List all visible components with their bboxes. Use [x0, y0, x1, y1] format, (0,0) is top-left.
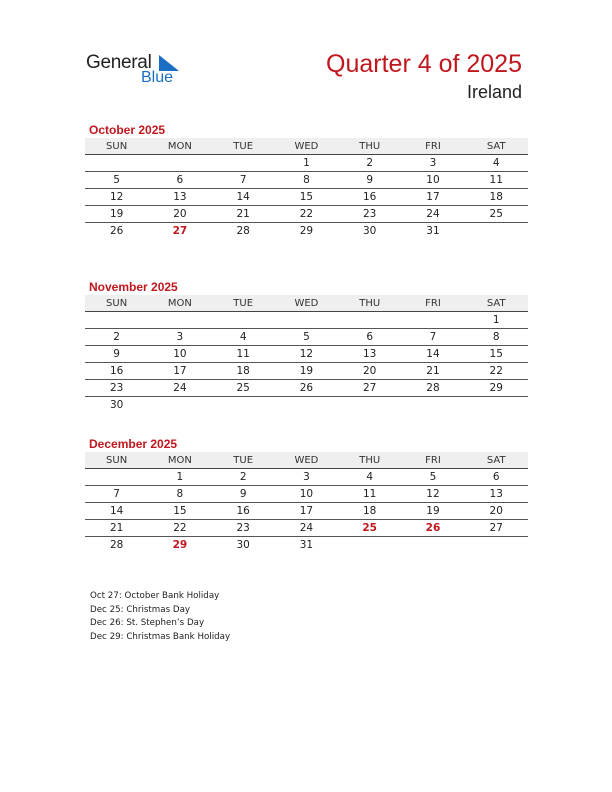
- day-cell: 21: [426, 365, 440, 377]
- day-cell: 31: [299, 539, 314, 551]
- weekday-label: WED: [294, 141, 319, 152]
- day-cell: 23: [236, 522, 250, 534]
- day-cell: 7: [113, 488, 120, 500]
- day-cell: 25: [489, 208, 503, 220]
- day-cell: 23: [109, 382, 124, 394]
- day-cell: 27: [489, 522, 503, 534]
- week-row: [85, 503, 528, 520]
- week-row: [85, 172, 528, 189]
- logo-general-text: General: [86, 52, 152, 73]
- month-title: November 2025: [89, 280, 178, 294]
- holiday-note: Dec 26: St. Stephen’s Day: [90, 618, 205, 628]
- day-cell: 6: [366, 331, 374, 343]
- day-cell: 11: [236, 348, 250, 360]
- holiday-day-cell: 25: [362, 522, 377, 534]
- week-row: [85, 346, 528, 363]
- day-cell: [212, 155, 275, 171]
- weekday-label: FRI: [425, 141, 441, 152]
- day-cell: 19: [426, 505, 440, 517]
- weekday-label: TUE: [233, 298, 254, 309]
- day-cell: [401, 397, 464, 414]
- weekday-label: SAT: [486, 298, 506, 309]
- day-cell: 14: [426, 348, 440, 360]
- day-cell: 3: [303, 471, 310, 483]
- week-row: [85, 223, 528, 240]
- weekday-label: THU: [359, 141, 381, 152]
- day-cell: [85, 155, 148, 171]
- day-cell: 19: [299, 365, 314, 377]
- holiday-note: Dec 25: Christmas Day: [90, 604, 191, 615]
- day-cell: [465, 397, 528, 414]
- day-cell: 29: [299, 225, 314, 237]
- day-cell: [212, 397, 275, 414]
- day-cell: 1: [176, 471, 184, 483]
- month-title: October 2025: [89, 123, 166, 137]
- day-cell: 24: [173, 382, 187, 394]
- day-cell: 19: [109, 208, 124, 220]
- holiday-day-cell: 26: [425, 522, 441, 534]
- day-cell: [338, 537, 401, 554]
- day-cell: 4: [366, 471, 374, 483]
- day-cell: 30: [109, 399, 124, 411]
- weekday-label: FRI: [425, 455, 441, 466]
- weekday-header-row: [85, 452, 528, 469]
- day-cell: 22: [173, 522, 187, 534]
- logo-blue-text: Blue: [141, 69, 174, 86]
- day-cell: 7: [429, 331, 437, 343]
- day-cell: 13: [173, 191, 187, 203]
- day-cell: 18: [489, 191, 503, 203]
- day-cell: 9: [366, 174, 374, 186]
- holiday-day-cell: 29: [172, 539, 188, 551]
- day-cell: 18: [363, 505, 377, 517]
- day-cell: 26: [109, 225, 124, 237]
- day-cell: 3: [176, 331, 184, 343]
- day-cell: 16: [363, 191, 377, 203]
- holiday-note: Oct 27: October Bank Holiday: [90, 591, 220, 601]
- day-cell: 20: [489, 505, 503, 517]
- day-cell: 22: [299, 208, 314, 220]
- weekday-label: SUN: [106, 298, 128, 309]
- day-cell: 14: [236, 191, 250, 203]
- day-cell: [148, 155, 211, 171]
- week-row: [85, 397, 528, 414]
- day-cell: 13: [489, 488, 503, 500]
- weekday-label: SAT: [486, 141, 506, 152]
- weekday-label: TUE: [233, 141, 254, 152]
- weekday-header-row: [85, 138, 528, 155]
- holiday-note: Dec 29: Christmas Bank Holiday: [90, 631, 231, 642]
- day-cell: [85, 469, 148, 485]
- week-row: [85, 520, 528, 537]
- day-cell: [275, 397, 338, 414]
- calendar-grid: [85, 295, 528, 414]
- day-cell: 12: [109, 191, 124, 203]
- holiday-notes: [90, 590, 230, 644]
- day-cell: 11: [363, 488, 377, 500]
- day-cell: 9: [113, 348, 120, 360]
- day-cell: 20: [363, 365, 377, 377]
- day-cell: 28: [236, 225, 250, 237]
- day-cell: [401, 312, 464, 328]
- day-cell: 9: [239, 488, 247, 500]
- weekday-label: SUN: [106, 141, 128, 152]
- week-row: [85, 189, 528, 206]
- country-label: Ireland: [466, 82, 522, 102]
- day-cell: 26: [299, 382, 314, 394]
- day-cell: 25: [236, 382, 250, 394]
- day-cell: 16: [236, 505, 250, 517]
- day-cell: 2: [113, 331, 120, 343]
- day-cell: [401, 537, 464, 554]
- day-cell: [148, 312, 211, 328]
- week-row: [85, 329, 528, 346]
- day-cell: 17: [299, 505, 314, 517]
- weekday-label: FRI: [425, 298, 441, 309]
- day-cell: 17: [426, 191, 440, 203]
- day-cell: 5: [113, 174, 120, 186]
- day-cell: 10: [426, 174, 440, 186]
- weekday-header-row: [85, 295, 528, 312]
- weekday-label: TUE: [233, 455, 254, 466]
- day-cell: 15: [173, 505, 187, 517]
- month-title: December 2025: [89, 437, 178, 451]
- day-cell: 1: [492, 314, 500, 326]
- day-cell: [148, 397, 211, 414]
- day-cell: 3: [429, 157, 437, 169]
- weekday-label: SUN: [106, 455, 128, 466]
- day-cell: 10: [299, 488, 314, 500]
- day-cell: 8: [303, 174, 310, 186]
- day-cell: 23: [363, 208, 377, 220]
- weekday-label: WED: [294, 455, 319, 466]
- day-cell: 6: [492, 471, 500, 483]
- day-cell: 14: [109, 505, 124, 517]
- weekday-label: WED: [294, 298, 319, 309]
- week-row: [85, 363, 528, 380]
- day-cell: 24: [299, 522, 314, 534]
- day-cell: 18: [236, 365, 250, 377]
- day-cell: 13: [363, 348, 377, 360]
- day-cell: [338, 312, 401, 328]
- holiday-day-cell: 27: [172, 225, 188, 237]
- weekday-label: MON: [167, 455, 192, 466]
- day-cell: 22: [489, 365, 503, 377]
- day-cell: 15: [299, 191, 314, 203]
- day-cell: 8: [176, 488, 184, 500]
- month-october: [85, 123, 528, 240]
- week-row: [85, 486, 528, 503]
- day-cell: 12: [426, 488, 440, 500]
- day-cell: 2: [366, 157, 374, 169]
- week-row: [85, 380, 528, 397]
- calendar-grid: [85, 138, 528, 240]
- day-cell: 11: [489, 174, 503, 186]
- day-cell: 12: [299, 348, 314, 360]
- day-cell: 7: [239, 174, 247, 186]
- day-cell: 4: [492, 157, 500, 169]
- day-cell: [465, 537, 528, 554]
- week-row: [85, 537, 528, 554]
- page-title: Quarter 4 of 2025: [326, 50, 522, 78]
- day-cell: 30: [363, 225, 377, 237]
- month-november: [85, 280, 528, 414]
- weekday-label: MON: [167, 298, 192, 309]
- day-cell: 28: [109, 539, 124, 551]
- day-cell: [465, 223, 528, 240]
- weekday-label: MON: [167, 141, 192, 152]
- day-cell: 5: [303, 331, 310, 343]
- week-row: [85, 155, 528, 172]
- day-cell: 15: [489, 348, 503, 360]
- week-row: [85, 312, 528, 329]
- day-cell: 29: [489, 382, 503, 394]
- day-cell: 24: [426, 208, 440, 220]
- day-cell: 10: [173, 348, 187, 360]
- weekday-label: THU: [359, 298, 381, 309]
- day-cell: 27: [363, 382, 377, 394]
- day-cell: [338, 397, 401, 414]
- logo: [86, 50, 196, 90]
- day-cell: 31: [426, 225, 440, 237]
- day-cell: 30: [236, 539, 250, 551]
- day-cell: 28: [426, 382, 440, 394]
- day-cell: 2: [239, 471, 247, 483]
- day-cell: [275, 312, 338, 328]
- day-cell: 20: [173, 208, 187, 220]
- day-cell: 1: [303, 157, 310, 169]
- day-cell: 5: [429, 471, 437, 483]
- day-cell: [85, 312, 148, 328]
- weekday-label: THU: [359, 455, 381, 466]
- day-cell: [212, 312, 275, 328]
- day-cell: 17: [173, 365, 187, 377]
- day-cell: 6: [176, 174, 184, 186]
- calendar-grid: [85, 452, 528, 554]
- month-december: [85, 437, 528, 554]
- week-row: [85, 206, 528, 223]
- day-cell: 8: [492, 331, 500, 343]
- day-cell: 21: [109, 522, 124, 534]
- day-cell: 21: [236, 208, 250, 220]
- day-cell: 4: [239, 331, 247, 343]
- week-row: [85, 469, 528, 486]
- weekday-label: SAT: [486, 455, 506, 466]
- day-cell: 16: [109, 365, 124, 377]
